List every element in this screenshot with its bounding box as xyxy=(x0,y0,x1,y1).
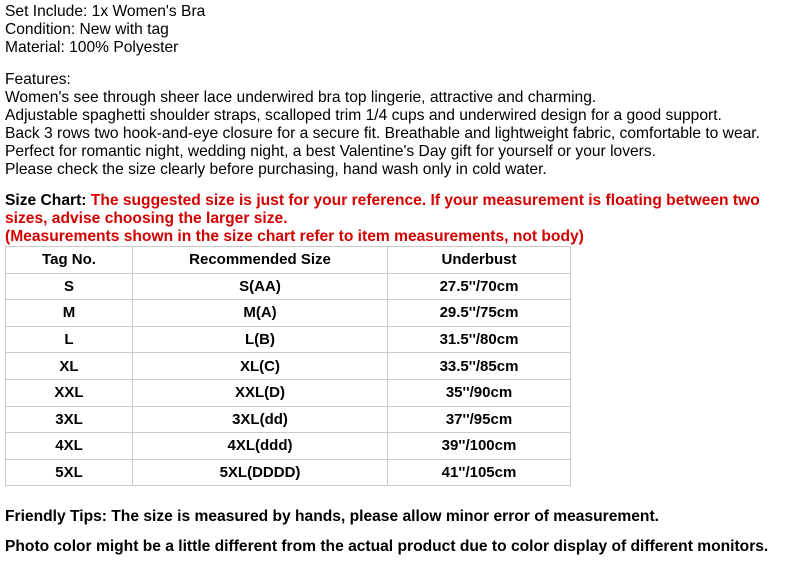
tag-no-cell: XXL xyxy=(6,379,133,406)
feature-line: Perfect for romantic night, wedding night, a best Valentine's Day gift for yourself or your lovers. xyxy=(5,143,657,160)
underbust-cell: 31.5''/80cm xyxy=(388,326,571,353)
measurement-note: (Measurements shown in the size chart refer to item measurements, not body) xyxy=(5,228,584,245)
friendly-tips-text: Friendly Tips: The size is measured by hands, please allow minor error of measurement. xyxy=(5,508,659,526)
feature-line: Back 3 rows two hook-and-eye closure for a secure fit. Breathable and lightweight fabric, comfortable to wear. xyxy=(5,125,760,142)
feature-line: Adjustable spaghetti shoulder straps, scalloped trim 1/4 cups and underwired design for a good support. xyxy=(5,107,722,124)
recommended-size-cell: XXL(D) xyxy=(133,379,388,406)
tag-no-cell: 3XL xyxy=(6,406,133,433)
tag-no-cell: M xyxy=(6,300,133,327)
size-chart-heading xyxy=(5,192,795,228)
features-title: Features: xyxy=(5,71,71,88)
underbust-cell: 27.5''/70cm xyxy=(388,273,571,300)
product-description xyxy=(5,3,805,556)
recommended-size-cell: XL(C) xyxy=(133,353,388,380)
table-row xyxy=(6,406,571,433)
table-header-row xyxy=(6,247,571,274)
table-row xyxy=(6,273,571,300)
header-tag-no: Tag No. xyxy=(6,247,133,274)
tag-no-cell: 5XL xyxy=(6,459,133,486)
underbust-cell: 35''/90cm xyxy=(388,379,571,406)
recommended-size-cell: S(AA) xyxy=(133,273,388,300)
recommended-size-cell: 4XL(ddd) xyxy=(133,433,388,460)
material-text: Material: 100% Polyester xyxy=(5,39,179,56)
size-chart-table xyxy=(5,246,571,486)
underbust-cell: 41''/105cm xyxy=(388,459,571,486)
recommended-size-cell: M(A) xyxy=(133,300,388,327)
table-row xyxy=(6,459,571,486)
underbust-cell: 37''/95cm xyxy=(388,406,571,433)
feature-line: Women's see through sheer lace underwired bra top lingerie, attractive and charming. xyxy=(5,89,597,106)
table-row xyxy=(6,433,571,460)
table-row xyxy=(6,300,571,327)
photo-color-text: Photo color might be a little different from the actual product due to color display of different monitors. xyxy=(5,538,769,556)
feature-line: Please check the size clearly before purchasing, hand wash only in cold water. xyxy=(5,161,547,178)
header-underbust: Underbust xyxy=(388,247,571,274)
condition-text: Condition: New with tag xyxy=(5,21,169,38)
tag-no-cell: S xyxy=(6,273,133,300)
set-include-text: Set Include: 1x Women's Bra xyxy=(5,3,206,20)
size-chart-label: Size Chart: xyxy=(5,192,87,209)
tag-no-cell: 4XL xyxy=(6,433,133,460)
table-row xyxy=(6,326,571,353)
recommended-size-cell: 3XL(dd) xyxy=(133,406,388,433)
header-recommended-size: Recommended Size xyxy=(133,247,388,274)
recommended-size-cell: 5XL(DDDD) xyxy=(133,459,388,486)
table-row xyxy=(6,353,571,380)
tag-no-cell: L xyxy=(6,326,133,353)
recommended-size-cell: L(B) xyxy=(133,326,388,353)
tag-no-cell: XL xyxy=(6,353,133,380)
table-row xyxy=(6,379,571,406)
underbust-cell: 33.5''/85cm xyxy=(388,353,571,380)
size-chart-note: The suggested size is just for your reference. If your measurement is floating between two sizes, advise choosing the larger size. xyxy=(5,192,760,227)
underbust-cell: 39''/100cm xyxy=(388,433,571,460)
underbust-cell: 29.5''/75cm xyxy=(388,300,571,327)
